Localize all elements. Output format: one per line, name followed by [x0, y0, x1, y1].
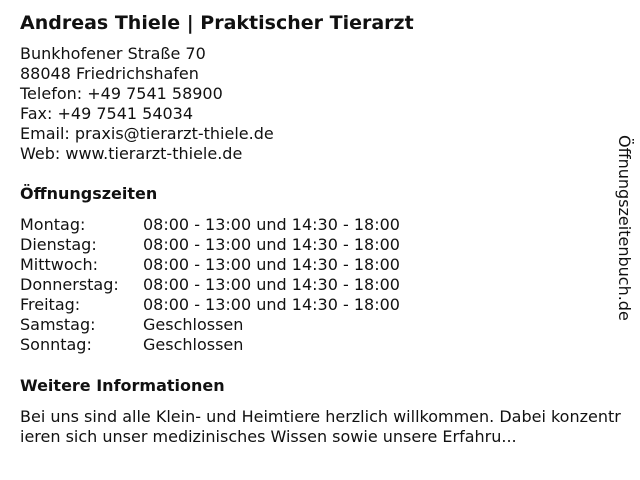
hours-row — [20, 255, 622, 275]
hours-time: Geschlossen — [143, 315, 244, 334]
hours-day: Donnerstag: — [20, 275, 119, 294]
hours-row — [20, 275, 622, 295]
hours-time: 08:00 - 13:00 und 14:30 - 18:00 — [143, 215, 400, 234]
hours-day: Montag: — [20, 215, 86, 234]
hours-day: Freitag: — [20, 295, 81, 314]
more-info-heading: Weitere Informationen — [20, 376, 225, 395]
page-title: Andreas Thiele | Praktischer Tierarzt — [20, 12, 414, 34]
opening-hours-table — [20, 215, 622, 355]
opening-hours-heading: Öffnungszeiten — [20, 184, 158, 203]
hours-day: Samstag: — [20, 315, 96, 334]
hours-day: Mittwoch: — [20, 255, 98, 274]
practice-card — [20, 10, 622, 447]
phone-number: Telefon: +49 7541 58900 — [20, 84, 223, 103]
email-address: Email: praxis@tierarzt-thiele.de — [20, 124, 274, 143]
address-city: 88048 Friedrichshafen — [20, 64, 199, 83]
fax-number: Fax: +49 7541 54034 — [20, 104, 194, 123]
site-watermark: Öffnungszeitenbuch.de — [615, 135, 634, 321]
hours-time: Geschlossen — [143, 335, 244, 354]
hours-row — [20, 235, 622, 255]
website: Web: www.tierarzt-thiele.de — [20, 144, 243, 163]
hours-time: 08:00 - 13:00 und 14:30 - 18:00 — [143, 255, 400, 274]
hours-time: 08:00 - 13:00 und 14:30 - 18:00 — [143, 295, 400, 314]
hours-day: Sonntag: — [20, 335, 92, 354]
hours-day: Dienstag: — [20, 235, 97, 254]
hours-time: 08:00 - 13:00 und 14:30 - 18:00 — [143, 275, 400, 294]
hours-row — [20, 295, 622, 315]
address-street: Bunkhofener Straße 70 — [20, 44, 206, 63]
hours-time: 08:00 - 13:00 und 14:30 - 18:00 — [143, 235, 400, 254]
hours-row — [20, 315, 622, 335]
contact-block — [20, 44, 622, 164]
more-info-text: Bei uns sind alle Klein- und Heimtiere herzlich willkommen. Dabei konzentrieren sich unser medizinisches Wissen sowie unsere Erfahru... — [20, 407, 621, 446]
hours-row — [20, 215, 622, 235]
hours-row — [20, 335, 622, 355]
